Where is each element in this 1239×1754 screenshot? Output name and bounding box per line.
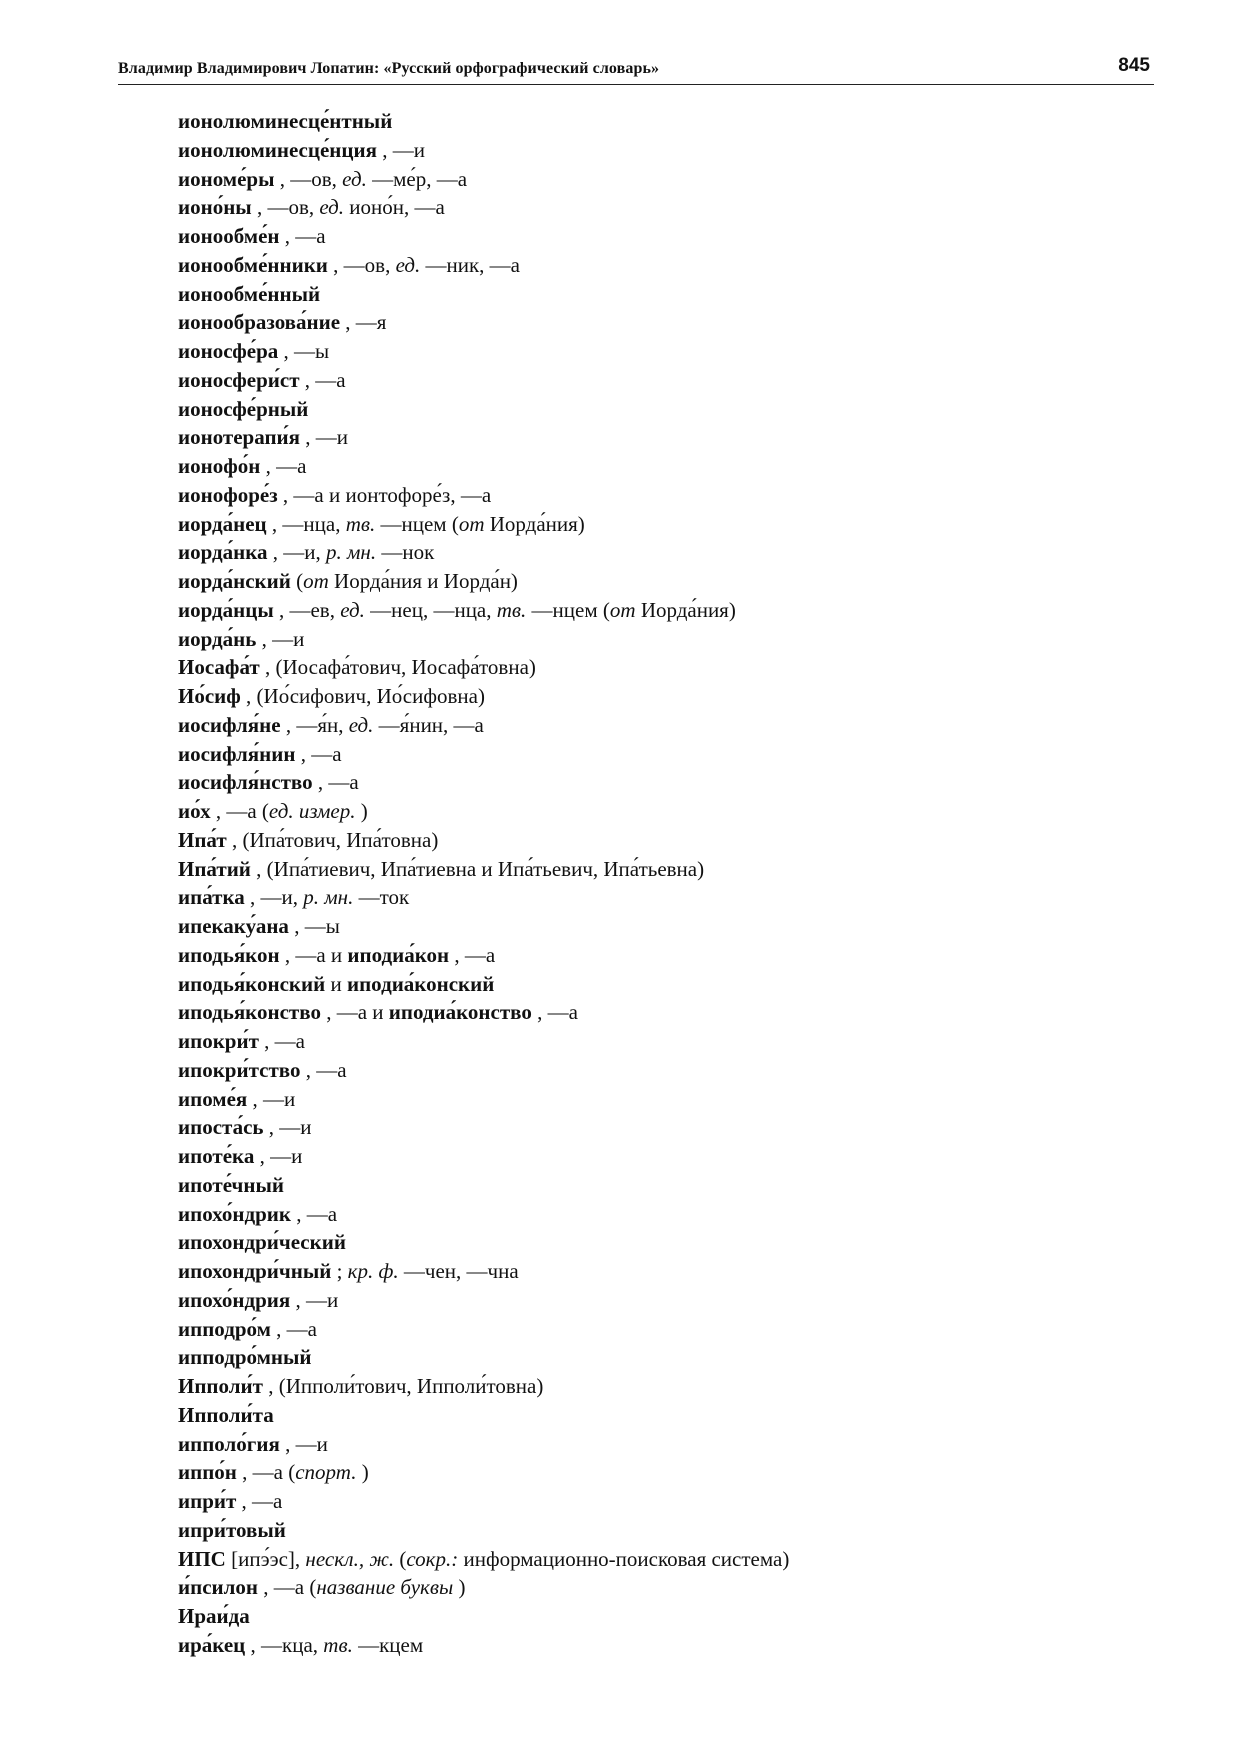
headword: Ираи́да [178,1604,250,1628]
entry-text: [ипэ́эс], [225,1546,306,1571]
entry-text: , —а и [279,942,348,967]
entry-text: , (Ипа́тиевич, Ипа́тиевна и Ипа́тьевич, Ипа́тьевна) [250,856,705,881]
headword: иподья́конский [178,971,326,996]
headword: Ио́сиф [178,684,241,708]
headword: ипокри́т [178,1029,259,1053]
entry-text: , —а [299,367,346,392]
headword: ипекаку́ана [178,914,289,938]
entry-text: , —а [300,1057,347,1082]
entry-text: Иорда́ния) [484,511,585,536]
entry-text: , —нца, [266,511,346,536]
entry-text: , —а и [320,1000,389,1025]
headword: ипа́тка [178,885,245,910]
headword: ипоста́сь [178,1115,264,1140]
headword: иппо́н [178,1460,237,1485]
headword: ионосфери́ст [178,367,300,392]
dictionary-entry [178,797,1158,826]
entry-text: , —ев, [273,597,341,622]
dictionary-entry [178,883,1158,912]
dictionary-entry [178,510,1158,539]
dictionary-entry [178,366,1158,395]
headword: ипполо́гия [178,1431,280,1456]
headword: иподиа́конский [346,971,495,996]
entry-text: , —и, [244,885,304,910]
dictionary-entry [178,625,1158,654]
headword: ипокри́тство [178,1057,301,1082]
entry-text: , —и [279,1431,328,1456]
dictionary-entry [178,1372,1158,1401]
entry-text: , —а [449,942,496,967]
headword: ионосфе́ра [178,339,279,363]
entry-text: —нцем ( [526,597,610,622]
entry-text: , —я [340,310,387,335]
headword: ипохондри́ческий [178,1230,346,1255]
headword: иорда́нка [178,540,268,565]
entry-text: , —ов, [251,195,320,220]
dictionary-entry [178,107,1158,136]
entry-text: —ме́р, —а [366,166,468,191]
dictionary-entry [178,1113,1158,1142]
entry-text: , —ов, [274,166,343,191]
headword: ипоте́чный [178,1172,284,1197]
entry-text: , (Ио́сифович, Ио́сифовна) [240,684,485,708]
headword: Ипполи́т [178,1374,263,1398]
headword: ионообме́н [178,224,280,248]
dictionary-entry [178,826,1158,855]
dictionary-entry [178,1516,1158,1545]
grammar-note: ед. [348,712,374,737]
entry-text: —ток [353,885,410,910]
entry-text: —нок [376,540,435,565]
grammar-note: кр. ф. [347,1259,399,1283]
dictionary-entry [178,682,1158,711]
dictionary-entry [178,1458,1158,1487]
dictionary-entry [178,1056,1158,1085]
headword: ионофо́н [178,454,261,478]
grammar-note: ед. измер. [268,799,356,823]
headword: иосифля́нство [178,770,313,795]
dictionary-entry [178,1228,1158,1257]
entry-text: , —и, [267,540,327,565]
entry-text: , —кца, [245,1632,324,1657]
entry-text: , —а [260,454,307,478]
dictionary-entry [178,1200,1158,1229]
entry-text: , —а [236,1489,283,1513]
dictionary-entry [178,855,1158,884]
dictionary-entry [178,1602,1158,1631]
dictionary-entry [178,251,1158,280]
entry-text: ( [290,569,304,593]
dictionary-entry [178,1631,1158,1660]
grammar-note: от [458,511,485,536]
entry-text: , (Ипполи́тович, Ипполи́товна) [262,1374,544,1398]
entry-text: , —а [258,1029,305,1053]
entry-text: , —а [290,1201,338,1226]
headword: иподиа́кон [347,942,450,967]
dictionary-entry [178,280,1158,309]
headword: ионообме́нники [178,252,328,277]
grammar-note: нескл., ж. [305,1546,395,1571]
entry-text: информационно-поисковая система) [458,1546,790,1571]
headword: ионо́ны [178,195,252,220]
dictionary-entry [178,912,1158,941]
dictionary-entry [178,481,1158,510]
headword: и́псилон [178,1575,259,1600]
page-header [118,54,1154,85]
headword: ио́х [178,799,211,823]
grammar-note: ед. [395,252,421,277]
headword: ипри́товый [178,1517,286,1542]
grammar-note: ед. [340,597,365,622]
dictionary-entry [178,1257,1158,1286]
headword: ионолюминесце́нция [178,137,377,162]
grammar-note: название буквы [316,1575,454,1600]
headword: ионолюминесце́нтный [178,109,393,133]
headword: Ипа́тий [178,856,251,881]
grammar-note: от [609,597,636,622]
entry-text: , —а [531,1000,578,1025]
headword: иорда́нь [178,626,257,651]
dictionary-entry [178,193,1158,222]
headword: иорда́нцы [178,597,274,622]
headword: ипохо́ндрик [178,1201,291,1226]
entry-text: , —и [290,1287,339,1312]
headword: ионообразова́ние [178,310,341,335]
running-title: Владимир Владимирович Лопатин: «Русский орфографический словарь» [118,60,660,77]
dictionary-entry [178,538,1158,567]
headword: иподья́кон [178,942,280,967]
entry-text: , —и [256,626,305,651]
headword: ипоме́я [178,1086,248,1111]
headword: иосифля́нин [178,741,296,766]
dictionary-entry [178,165,1158,194]
grammar-note: тв. [496,597,527,622]
entry-text: , —а ( [210,799,269,823]
entry-text: , —а [312,770,359,795]
entry-text: , —и [300,425,349,450]
entry-text: , —и [254,1144,303,1168]
dictionary-entry [178,1027,1158,1056]
entry-text: , —а и ионтофоре́з, —а [277,482,492,507]
dictionary-entry [178,768,1158,797]
dictionary-entry [178,1487,1158,1516]
headword: ипри́т [178,1489,237,1513]
dictionary-entry [178,1573,1158,1602]
headword: ипохондри́чный [178,1259,332,1283]
dictionary-entry [178,395,1158,424]
headword: ионосфе́рный [178,396,309,421]
dictionary-entry [178,653,1158,682]
grammar-note: от [303,569,329,593]
entry-text: , —и [376,137,425,162]
entry-text: ( [394,1546,407,1571]
grammar-note: ед. [342,166,367,191]
dictionary-entry [178,1401,1158,1430]
entry-text: , (Иосафа́тович, Иосафа́товна) [259,655,536,680]
grammar-note: р. мн. [326,540,377,565]
entry-text: , —ы [278,339,330,363]
headword: ИПС [178,1546,226,1571]
entry-text: , —ы [288,914,340,938]
entry-text: , —а [270,1316,317,1341]
entry-text: , —и [247,1086,296,1111]
entry-text: ; [331,1259,348,1283]
dictionary-entry [178,998,1158,1027]
dictionary-entry [178,1343,1158,1372]
grammar-note: сокр.: [406,1546,459,1571]
headword: ионофоре́з [178,482,278,507]
grammar-note: ед. [319,195,345,220]
dictionary-entry [178,567,1158,596]
dictionary-entry [178,308,1158,337]
grammar-note: тв. [323,1632,353,1657]
dictionary-entry [178,970,1158,999]
headword: иподиа́конство [388,1000,532,1025]
dictionary-entry [178,452,1158,481]
headword: ипоте́ка [178,1144,255,1168]
entry-text: ) [453,1575,466,1600]
entry-text: —я́нин, —а [373,712,484,737]
entry-text: и [325,971,347,996]
entry-text: , —я́н, [280,712,349,737]
entry-text: ионо́н, —а [344,195,445,220]
dictionary-entry [178,1430,1158,1459]
dictionary-entry [178,1142,1158,1171]
dictionary-entry [178,740,1158,769]
entry-text: —ник, —а [420,252,520,277]
dictionary-entry [178,1315,1158,1344]
headword: ионотерапи́я [178,425,301,450]
dictionary-entry [178,1545,1158,1574]
headword: Ипа́т [178,827,227,852]
entry-text: , —ов, [327,252,396,277]
dictionary-entries [178,107,1158,1660]
entry-text: , —а ( [236,1460,296,1485]
headword: иономе́ры [178,166,275,191]
entry-text: , (Ипа́тович, Ипа́товна) [226,827,439,852]
entry-text: —кцем [352,1632,424,1657]
entry-text: Иорда́ния и Иорда́н) [328,569,518,593]
entry-text: Иорда́ния) [635,597,736,622]
entry-text: —чен, —чна [398,1259,519,1283]
headword: ионообме́нный [178,281,321,306]
headword: ира́кец [178,1632,246,1657]
grammar-note: р. мн. [303,885,354,910]
dictionary-entry [178,711,1158,740]
dictionary-entry [178,136,1158,165]
entry-text: ) [356,1460,369,1485]
headword: иосифля́не [178,712,281,737]
grammar-note: тв. [345,511,376,536]
grammar-note: спорт. [295,1460,357,1485]
dictionary-entry [178,941,1158,970]
entry-text: , —а ( [258,1575,317,1600]
headword: Ипполи́та [178,1402,274,1427]
headword: иорда́нский [178,569,291,593]
entry-text: , —а [295,741,342,766]
headword: иорда́нец [178,511,267,536]
headword: ипподро́мный [178,1345,312,1370]
dictionary-entry [178,596,1158,625]
entry-text: ) [355,799,368,823]
headword: ипохо́ндрия [178,1287,291,1312]
page-number: 845 [1118,55,1150,76]
entry-text: —нец, —нца, [364,597,497,622]
headword: иподья́конство [178,1000,321,1025]
entry-text: —нцем ( [375,511,459,536]
entry-text: , —и [263,1115,312,1140]
dictionary-entry [178,423,1158,452]
dictionary-entry [178,1286,1158,1315]
headword: Иосафа́т [178,655,260,680]
dictionary-entry [178,1085,1158,1114]
dictionary-entry [178,222,1158,251]
entry-text: , —а [279,224,326,248]
headword: ипподро́м [178,1316,271,1341]
dictionary-entry [178,1171,1158,1200]
dictionary-entry [178,337,1158,366]
